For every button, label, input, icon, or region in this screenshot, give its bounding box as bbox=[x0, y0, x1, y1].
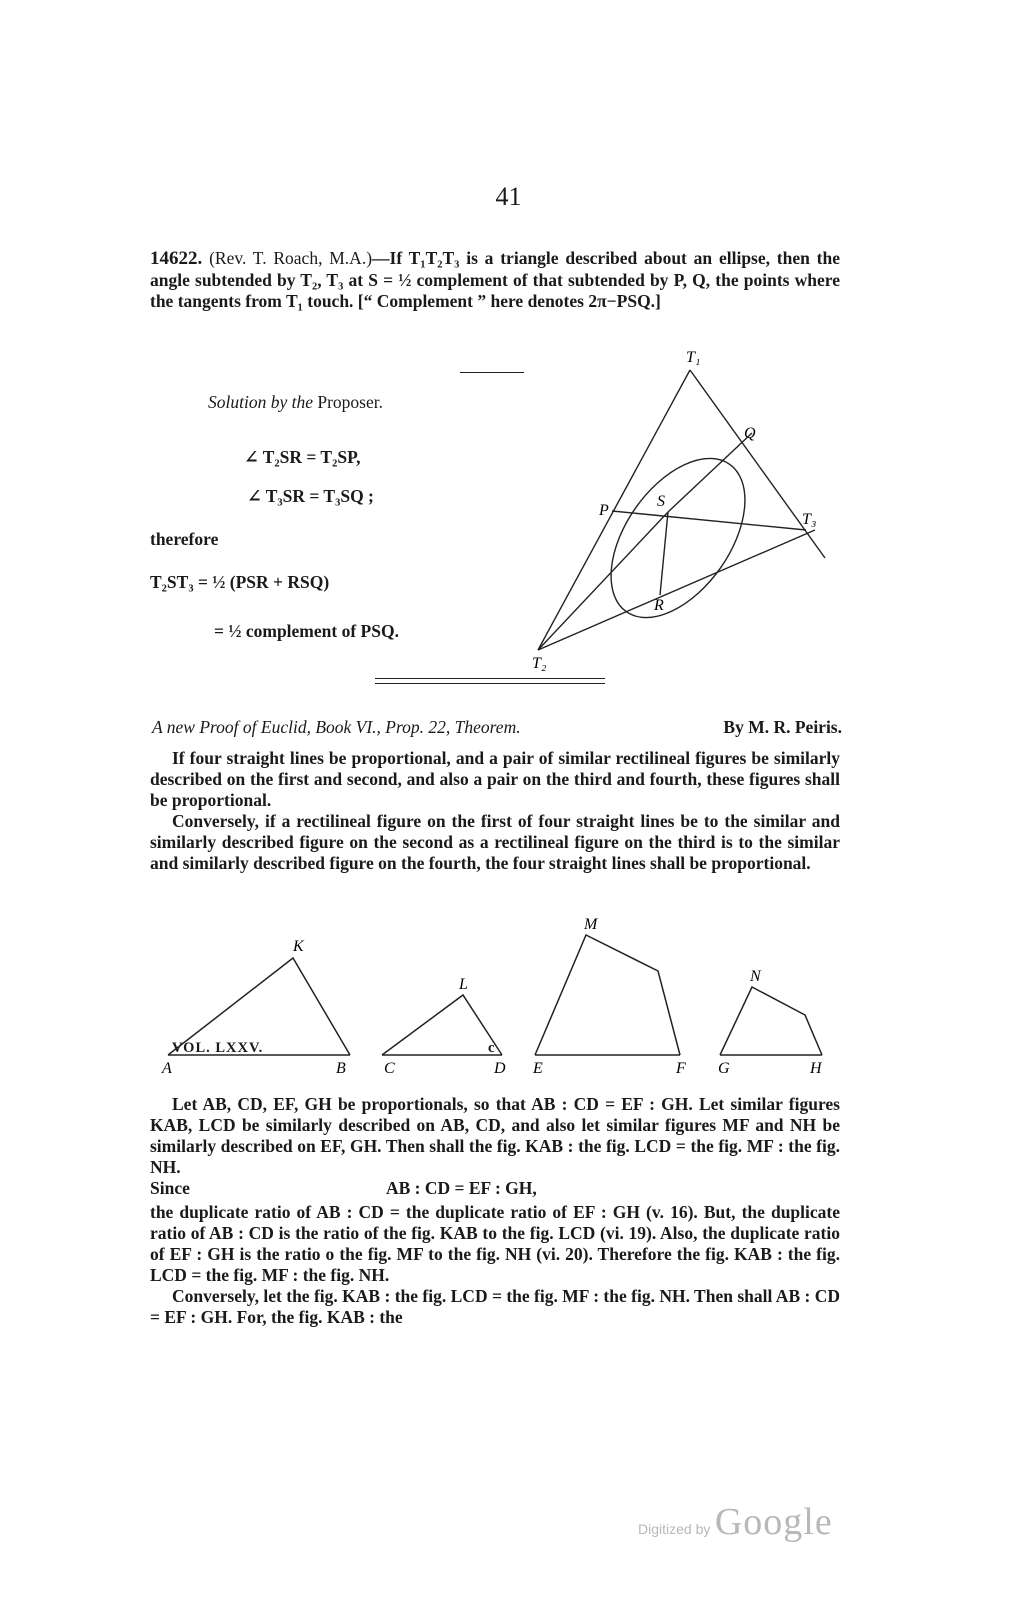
chord-P-T3 bbox=[612, 511, 806, 530]
label-T1: T₁ bbox=[686, 349, 701, 366]
label-B: B bbox=[336, 1060, 346, 1077]
label-T2: T₂ bbox=[532, 655, 547, 672]
line-S-Q bbox=[668, 433, 752, 512]
signature-mark: c bbox=[488, 1040, 495, 1056]
double-rule bbox=[375, 678, 605, 684]
label-T3: T₃ bbox=[802, 511, 817, 528]
label-R: R bbox=[654, 597, 664, 614]
theorem-paragraph-1: If four straight lines be proportional, and a pair of similar rectilineal figures be similarly described on the first and second, and also a pair on the third and fourth, these figures shall be proportional. bbox=[150, 748, 840, 810]
label-G: G bbox=[718, 1060, 730, 1077]
since-equation: AB : CD = EF : GH, bbox=[386, 1178, 537, 1198]
watermark-small: Digitized by bbox=[638, 1521, 711, 1537]
ellipse bbox=[584, 434, 772, 641]
short-rule bbox=[460, 372, 524, 373]
since-word: Since bbox=[150, 1178, 190, 1198]
therefore-word: therefore bbox=[150, 529, 219, 549]
label-K: K bbox=[293, 938, 304, 955]
watermark-google: Google bbox=[714, 1501, 833, 1543]
label-H: H bbox=[810, 1060, 822, 1077]
label-P: P bbox=[599, 502, 609, 519]
proof-paragraph-1: Let AB, CD, EF, GH be proportionals, so that AB : CD = EF : GH. Let similar figures KAB, LCD be similarly described on AB, CD, and also let similar figures MF and NH be similarly described on EF, GH. Then shall the fig. KAB : the fig. LCD = the fig. MF : the fig. NH. bbox=[150, 1094, 840, 1177]
proof-text bbox=[150, 1094, 840, 1328]
solution-heading bbox=[208, 392, 383, 413]
label-A: A bbox=[162, 1060, 172, 1077]
page-number: 41 bbox=[495, 182, 522, 211]
equation-3: T₂ST₃ = ½ (PSR + RSQ) bbox=[150, 572, 330, 592]
label-S: S bbox=[657, 493, 665, 510]
problem-text: —If T₁T₂T₃ is a triangle described about an ellipse, then the angle subtended by T₂, T₃ at S = ½ complement of that subtended by P, Q, the points where the tangents from T₁ touch. [“ Complement ” here denotes 2π−PSQ.] bbox=[150, 248, 840, 311]
label-M: M bbox=[584, 916, 598, 933]
section-title: A new Proof of Euclid, Book VI., Prop. 22, Theorem. bbox=[152, 717, 521, 737]
digitized-watermark bbox=[638, 1500, 833, 1544]
similar-figures-diagram bbox=[150, 905, 840, 1085]
theorem-text bbox=[150, 748, 840, 874]
theorem-paragraph-2: Conversely, if a rectilineal figure on the first of four straight lines be to the similar and similarly described figure on the second as a rectilineal figure on the third is to the similar and similarly described figure on the fourth, the four straight lines shall be proportional. bbox=[150, 811, 840, 873]
solution-heading-name: Proposer. bbox=[317, 392, 383, 412]
since-line bbox=[150, 1178, 840, 1202]
label-L: L bbox=[459, 976, 468, 993]
label-C: C bbox=[384, 1060, 395, 1077]
figure-NH bbox=[720, 987, 822, 1055]
equation-4: = ½ complement of PSQ. bbox=[214, 621, 399, 641]
tangent-T2-R-T3 bbox=[538, 530, 815, 650]
equation-2: ∠ T₃SR = T₃SQ ; bbox=[247, 486, 374, 506]
problem-number: 14622. bbox=[150, 248, 203, 269]
figure-LCD bbox=[382, 995, 502, 1055]
figure-MF bbox=[535, 935, 680, 1055]
section-heading bbox=[152, 717, 842, 738]
proof-paragraph-2: the duplicate ratio of AB : CD = the duplicate ratio of EF : GH (v. 16). But, the duplicate ratio of AB : CD is the ratio of the fig. KAB to the fig. LCD (vi. 19). Also, the duplicate ratio of EF : GH is the ratio o the fig. MF to the fig. NH (vi. 20). Therefore the fig. KAB : the fig. LCD = the fig. MF : the fig. NH. bbox=[150, 1202, 840, 1285]
proof-paragraph-3: Conversely, let the fig. KAB : the fig. LCD = the fig. MF : the fig. NH. Then shall AB : CD = EF : GH. For, the fig. KAB : the bbox=[150, 1286, 840, 1327]
line-S-R bbox=[660, 512, 668, 595]
volume-footer: VOL. LXXV. bbox=[172, 1040, 264, 1056]
label-F: F bbox=[676, 1060, 686, 1077]
label-N: N bbox=[750, 968, 761, 985]
problem-author: (Rev. T. Roach, M.A.) bbox=[209, 248, 373, 268]
label-D: D bbox=[494, 1060, 506, 1077]
label-E: E bbox=[533, 1060, 543, 1077]
problem-statement bbox=[150, 248, 840, 313]
label-Q: Q bbox=[744, 425, 756, 442]
ellipse-triangle-figure bbox=[520, 340, 840, 675]
equation-1: ∠ T₂SR = T₂SP, bbox=[244, 447, 361, 467]
solution-heading-italic: Solution by the bbox=[208, 392, 313, 412]
section-author: By M. R. Peiris. bbox=[723, 717, 842, 737]
line-T2-S bbox=[538, 512, 668, 650]
tangent-T1-P-T2 bbox=[538, 370, 690, 650]
